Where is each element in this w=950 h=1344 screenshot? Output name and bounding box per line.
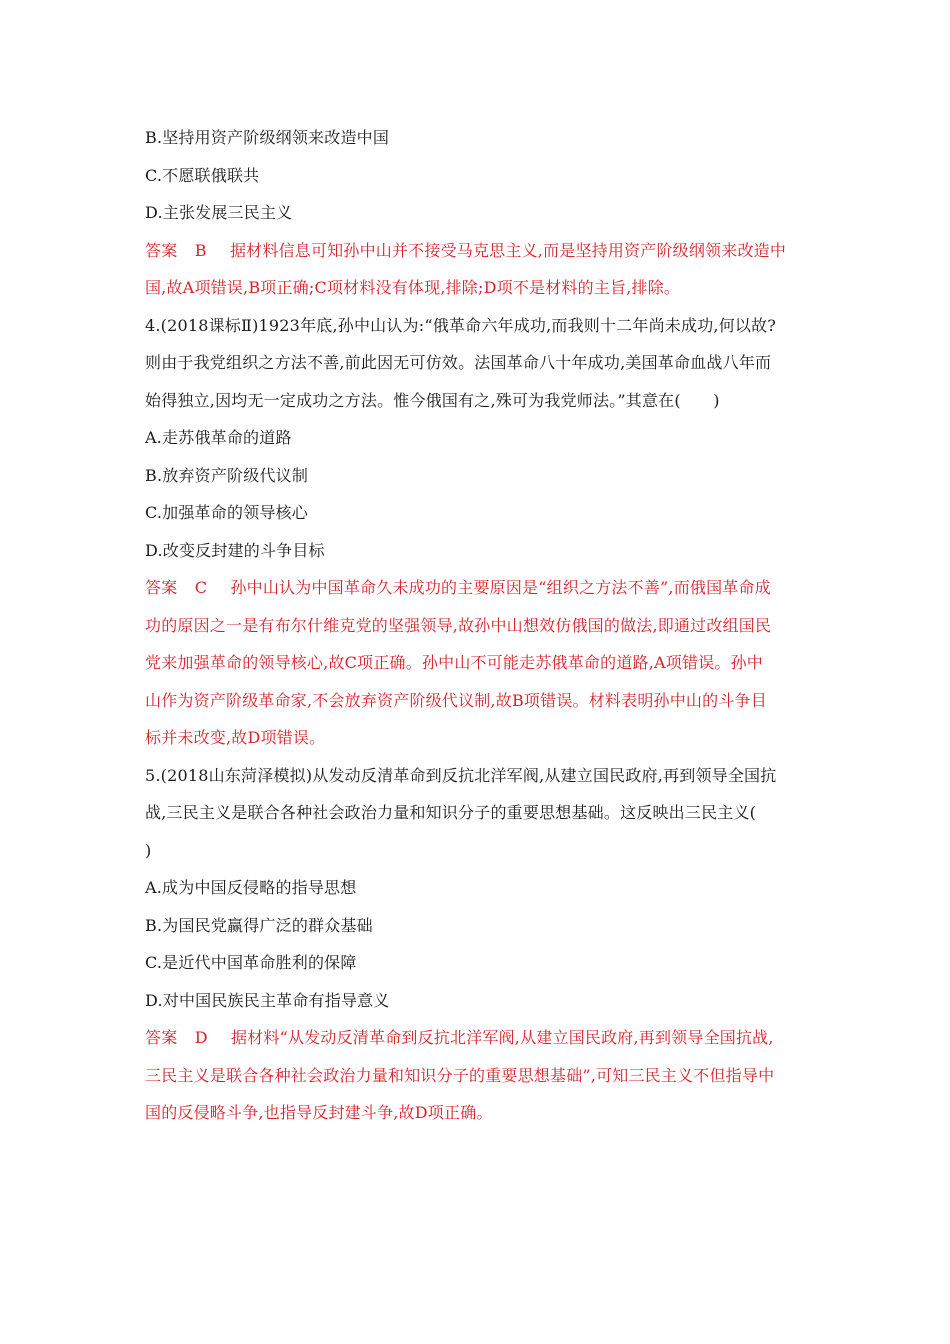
q5-answer-line: 三民主义是联合各种社会政治力量和知识分子的重要思想基础”,可知三民主义不但指导中 [145,1065,775,1085]
q3-answer [145,232,805,307]
document-page [145,119,805,1132]
q3-answer-line: 国,故A项错误,B项正确;C项材料没有体现,排除;D项不是材料的主旨,排除。 [145,278,681,297]
q5-stem [145,757,805,870]
q5-option-a: A.成为中国反侵略的指导思想 [145,878,357,897]
q4-option-b: B.放弃资产阶级代议制 [145,465,309,485]
q3-option-c: C.不愿联俄联共 [145,165,260,185]
q4-stem [145,307,805,420]
q5-option-c: C.是近代中国革命胜利的保障 [145,953,357,972]
q5-option-b: B.为国民党赢得广泛的群众基础 [145,915,373,935]
answer-text: 孙中山认为中国革命久未成功的主要原因是“组织之方法不善”,而俄国革命成 [230,578,771,597]
q4-stem-line: 始得独立,因均无一定成功之方法。惟今俄国有之,殊可为我党师法。”其意在( ) [145,390,720,410]
q4-answer-line [145,569,805,607]
answer-text: 据材料信息可知孙中山并不接受马克思主义,而是坚持用资产阶级纲领来改造中 [229,240,787,260]
q4-options [145,419,805,569]
q4-answer [145,569,805,757]
q5-stem-line: ) [145,840,152,860]
q4-answer-line: 功的原因之一是有布尔什维克党的坚强领导,故孙中山想效仿俄国的做法,即通过改组国民 [145,615,772,635]
answer-label: 答案 [145,578,178,597]
q3-option-d: D.主张发展三民主义 [145,203,293,222]
q4-option-d: D.改变反封建的斗争目标 [145,540,325,560]
q3-option-b: B.坚持用资产阶级纲领来改造中国 [145,128,390,147]
q4-option-c: C.加强革命的领导核心 [145,503,308,522]
q5-stem-line: 5.(2018山东菏泽模拟)从发动反清革命到反抗北洋军阀,从建立国民政府,再到领导全国抗 [145,765,777,785]
q5-options [145,869,805,1019]
answer-key: C [194,578,208,597]
q3-options [145,119,805,232]
q4-option-a: A.走苏俄革命的道路 [145,428,292,447]
q4-stem-line: 4.(2018课标Ⅱ)1923年底,孙中山认为:“俄革命六年成功,而我则十二年尚未成功,何以故? [145,315,777,335]
q3-answer-line [145,232,805,270]
q5-answer-line: 国的反侵略斗争,也指导反封建斗争,故D项正确。 [145,1103,493,1122]
q4-stem-line: 则由于我党组织之方法不善,前此因无可仿效。法国革命八十年成功,美国革命血战八年而 [145,353,772,372]
q5-answer-line [145,1019,805,1057]
answer-label: 答案 [145,240,178,260]
q5-stem-line: 战,三民主义是联合各种社会政治力量和知识分子的重要思想基础。这反映出三民主义( [145,803,757,822]
q4-answer-line: 党来加强革命的领导核心,故C项正确。孙中山不可能走苏俄革命的道路,A项错误。孙中 [145,653,763,672]
answer-label: 答案 [145,1028,178,1047]
answer-text: 据材料“从发动反清革命到反抗北洋军阀,从建立国民政府,再到领导全国抗战, [231,1028,774,1047]
q5-answer [145,1019,805,1132]
answer-key: D [194,1028,208,1047]
q5-option-d: D.对中国民族民主革命有指导意义 [145,990,390,1010]
answer-key: B [194,240,207,260]
q4-answer-line: 标并未改变,故D项错误。 [145,728,326,747]
q4-answer-line: 山作为资产阶级革命家,不会放弃资产阶级代议制,故B项错误。材料表明孙中山的斗争目 [145,690,767,710]
